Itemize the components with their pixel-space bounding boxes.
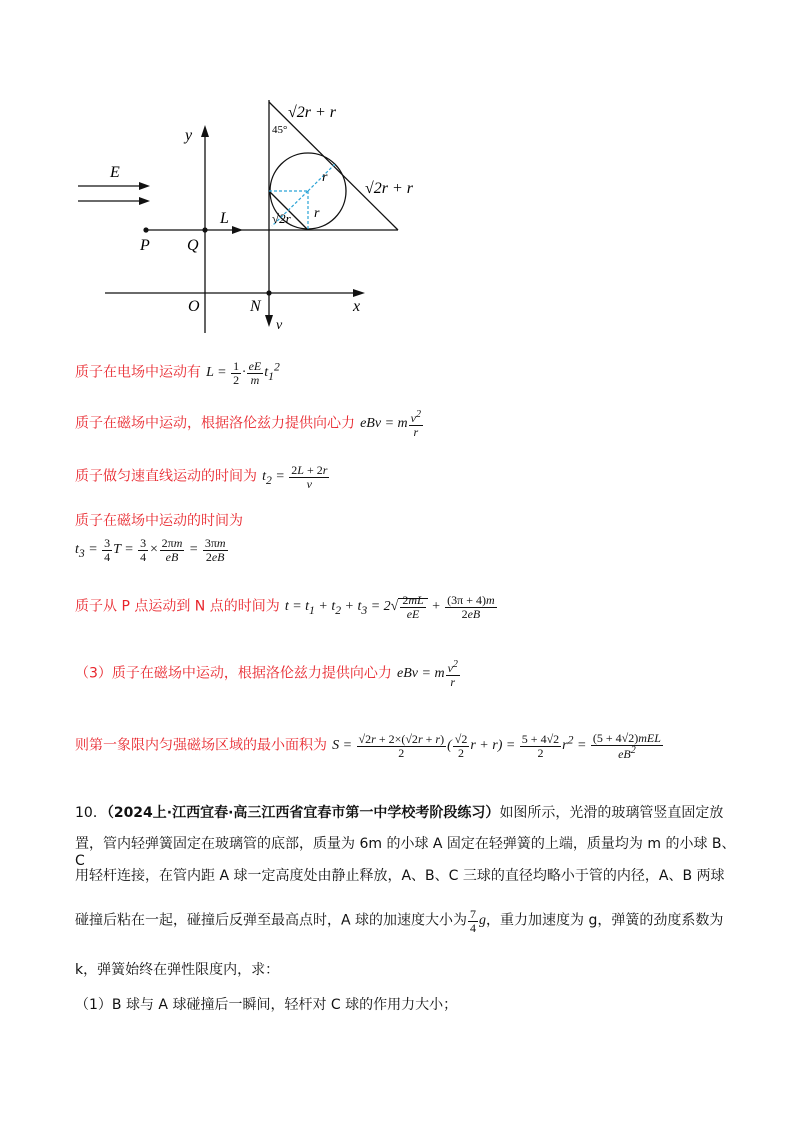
- formula-2: eBv = m $\frac{v^2}{r}$: [360, 409, 421, 439]
- problem-text-2: 置，管内轻弹簧固定在玻璃管的底部，质量为 6m 的小球 A 固定在轻弹簧的上端，质量均为 m 的小球 B、C: [75, 836, 736, 869]
- label-top: √2r + r: [288, 104, 337, 121]
- trajectory-arrow: [232, 226, 243, 234]
- formula-3: $t_2$ = $\frac{2L + 2r}{v}$: [262, 463, 328, 491]
- label-sqrt2r: √2r: [272, 211, 291, 226]
- problem-line-2: [75, 836, 745, 870]
- label-L: L: [220, 210, 229, 227]
- physics-diagram: [60, 95, 440, 340]
- solution-text-7: 则第一象限内匀强磁场区域的最小面积为: [75, 737, 327, 754]
- formula-5: $t = t_1 + t_2 + t_3 = 2√$ $\frac{2mL}{eE}$ + $\frac{(3\pi + 4)m}{2eB}$: [284, 593, 495, 621]
- y-axis-arrow: [201, 125, 209, 137]
- label-angle: 45°: [272, 124, 288, 136]
- problem-source: （2024上·江西宜春·高三江西省宜春市第一中学校考阶段练习）: [106, 805, 500, 821]
- label-O: O: [188, 298, 200, 315]
- label-v: v: [276, 318, 283, 333]
- problem-text-5: k，弹簧始终在弹性限度内，求：: [75, 962, 280, 978]
- label-Q: Q: [187, 237, 199, 254]
- solution-text-3: 质子做匀速直线运动的时间为: [75, 468, 257, 485]
- solution-text-1: 质子在电场中运动有: [75, 364, 201, 381]
- label-P: P: [140, 237, 150, 254]
- solution-line-6: [75, 660, 461, 688]
- problem-number: 10．: [75, 805, 107, 821]
- problem-text-3: 用轻杆连接，在管内距 A 球一定高度处由静止释放，A、B、C 三球的直径均略小于管的内径，A、B 两球: [75, 868, 725, 884]
- solution-line-2: [75, 410, 424, 438]
- problem-text-1: 如图所示，光滑的玻璃管竖直固定放: [499, 805, 724, 821]
- label-side: √2r + r: [365, 180, 414, 197]
- label-r2: r: [314, 206, 320, 221]
- velocity-arrow: [265, 315, 273, 327]
- solution-line-1: [75, 360, 280, 386]
- formula-4: $t_3$ = $\frac{3}{4}$ T = $\frac{3}{4}$ × $\frac{2\pi m}{eB}$ = $\frac{3\pi m}{2eB}$: [75, 536, 226, 564]
- formula-accel: $\frac{7}{4}$ g: [470, 907, 487, 935]
- solution-text-2: 质子在磁场中运动，根据洛伦兹力提供向心力: [75, 415, 355, 432]
- x-axis-arrow: [353, 289, 365, 297]
- solution-line-7: [75, 732, 664, 760]
- point-Q: [202, 227, 207, 232]
- problem-text-6: （1）B 球与 A 球碰撞后一瞬间，轻杆对 C 球的作用力大小；: [75, 997, 458, 1013]
- label-x: x: [353, 298, 361, 315]
- problem-line-6: [75, 997, 745, 1014]
- problem-line-5: [75, 962, 745, 979]
- solution-line-5: [75, 594, 498, 620]
- problem-line-3: [75, 868, 745, 885]
- formula-1: L = $\frac{1}{2}$ · $\frac{eE}{m}$ $t_1^2$: [206, 359, 280, 387]
- point-N: [266, 290, 271, 295]
- solution-text-4: 质子在磁场中运动的时间为: [75, 513, 243, 529]
- problem-text-4a: 碰撞后粘在一起，碰撞后反弹至最高点时，A 球的加速度大小为: [75, 912, 468, 929]
- solution-text-6: （3）质子在磁场中运动，根据洛伦兹力提供向心力: [75, 665, 392, 682]
- label-y: y: [185, 127, 193, 144]
- formula-6: eBv = m $\frac{v^2}{r}$: [397, 659, 458, 689]
- label-r1: r: [322, 170, 328, 185]
- field-arrow-2-head: [139, 197, 150, 205]
- formula-7: S = $\frac{√2r + 2\times(√2r + r)}{2}$ ( $\frac{√2}{2}$ r + r) = $\frac{5 + 4√2}{2}$ $r^2$ = $\frac{\text{(5 + 4√2)mEL}}{eB^2}$: [332, 731, 661, 761]
- field-arrow-1-head: [139, 182, 150, 190]
- solution-text-5: 质子从 P 点运动到 N 点的时间为: [75, 598, 280, 615]
- problem-line-1: [75, 805, 735, 822]
- label-E: E: [110, 164, 120, 181]
- problem-text-4b: ，重力加速度为 g，弹簧的劲度系数为: [486, 912, 724, 929]
- solution-line-3: [75, 464, 330, 490]
- label-N: N: [250, 298, 261, 315]
- problem-line-4: [75, 908, 755, 934]
- solution-line-4: [75, 510, 243, 530]
- point-P: [143, 227, 148, 232]
